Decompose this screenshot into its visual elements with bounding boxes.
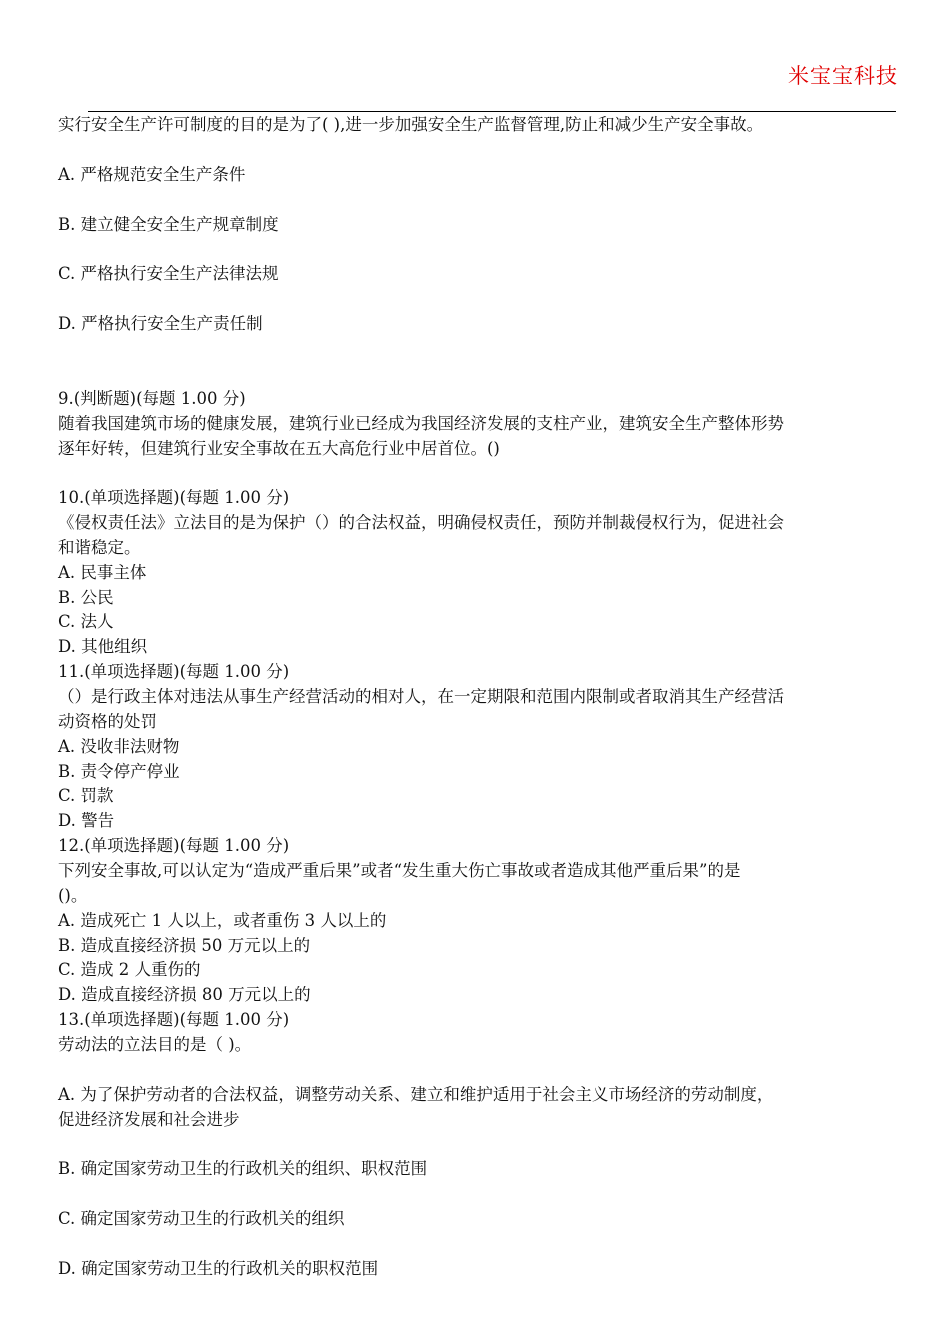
- q10-d: D. 其他组织: [58, 637, 148, 656]
- q12-a: A. 造成死亡 1 人以上，或者重伤 3 人以上的: [58, 911, 387, 930]
- q11-b: B. 责令停产停业: [58, 762, 180, 781]
- q13-a-2: 促进经济发展和社会进步: [58, 1110, 240, 1129]
- q12-head: 12.(单项选择题)(每题 1.00 分): [58, 836, 290, 855]
- q13-d: D. 确定国家劳动卫生的行政机关的职权范围: [58, 1259, 379, 1278]
- q8-a: A. 严格规范安全生产条件: [58, 165, 246, 184]
- q10-b: B. 公民: [58, 588, 114, 607]
- q11-d: D. 警告: [58, 811, 115, 830]
- q12-b: B. 造成直接经济损 50 万元以上的: [58, 936, 311, 955]
- q10-a: A. 民事主体: [58, 563, 147, 582]
- q13-head: 13.(单项选择题)(每题 1.00 分): [58, 1010, 290, 1029]
- q13-b: B. 确定国家劳动卫生的行政机关的组织、职权范围: [58, 1159, 428, 1178]
- q13-a-1: A. 为了保护劳动者的合法权益，调整劳动关系、建立和维护适用于社会主义市场经济的劳动制度，: [58, 1085, 774, 1104]
- q12-stem-2: ()。: [58, 886, 88, 905]
- q11-stem-2: 动资格的处罚: [58, 712, 157, 731]
- header-brand: 米宝宝科技: [788, 64, 898, 88]
- q9-stem-1: 随着我国建筑市场的健康发展，建筑行业已经成为我国经济发展的支柱产业，建筑安全生产整体形势: [58, 414, 784, 433]
- q10-c: C. 法人: [58, 612, 114, 631]
- q8-d: D. 严格执行安全生产责任制: [58, 314, 263, 333]
- q8-c: C. 严格执行安全生产法律法规: [58, 264, 279, 283]
- q12-d: D. 造成直接经济损 80 万元以上的: [58, 985, 311, 1004]
- q9-stem-2: 逐年好转，但建筑行业安全事故在五大高危行业中居首位。(): [58, 439, 500, 458]
- q11-head: 11.(单项选择题)(每题 1.00 分): [58, 662, 290, 681]
- q10-stem-2: 和谐稳定。: [58, 538, 141, 557]
- q8-stem: 实行安全生产许可制度的目的是为了( ),进一步加强安全生产监督管理,防止和减少生产安全事故。: [58, 115, 764, 134]
- q12-c: C. 造成 2 人重伤的: [58, 960, 201, 979]
- q13-c: C. 确定国家劳动卫生的行政机关的组织: [58, 1209, 345, 1228]
- q11-a: A. 没收非法财物: [58, 737, 180, 756]
- q11-c: C. 罚款: [58, 786, 114, 805]
- q10-head: 10.(单项选择题)(每题 1.00 分): [58, 488, 290, 507]
- q10-stem-1: 《侵权责任法》立法目的是为保护（）的合法权益，明确侵权责任，预防并制裁侵权行为，促进社会: [58, 513, 784, 532]
- q9-head: 9.(判断题)(每题 1.00 分): [58, 389, 246, 408]
- q12-stem-1: 下列安全事故,可以认定为“造成严重后果”或者“发生重大伤亡事故或者造成其他严重后果”的是: [58, 861, 741, 880]
- header-divider: [88, 111, 896, 112]
- q11-stem-1: （）是行政主体对违法从事生产经营活动的相对人，在一定期限和范围内限制或者取消其生产经营活: [58, 687, 784, 706]
- q13-stem: 劳动法的立法目的是（ )。: [58, 1035, 252, 1054]
- q8-b: B. 建立健全安全生产规章制度: [58, 215, 279, 234]
